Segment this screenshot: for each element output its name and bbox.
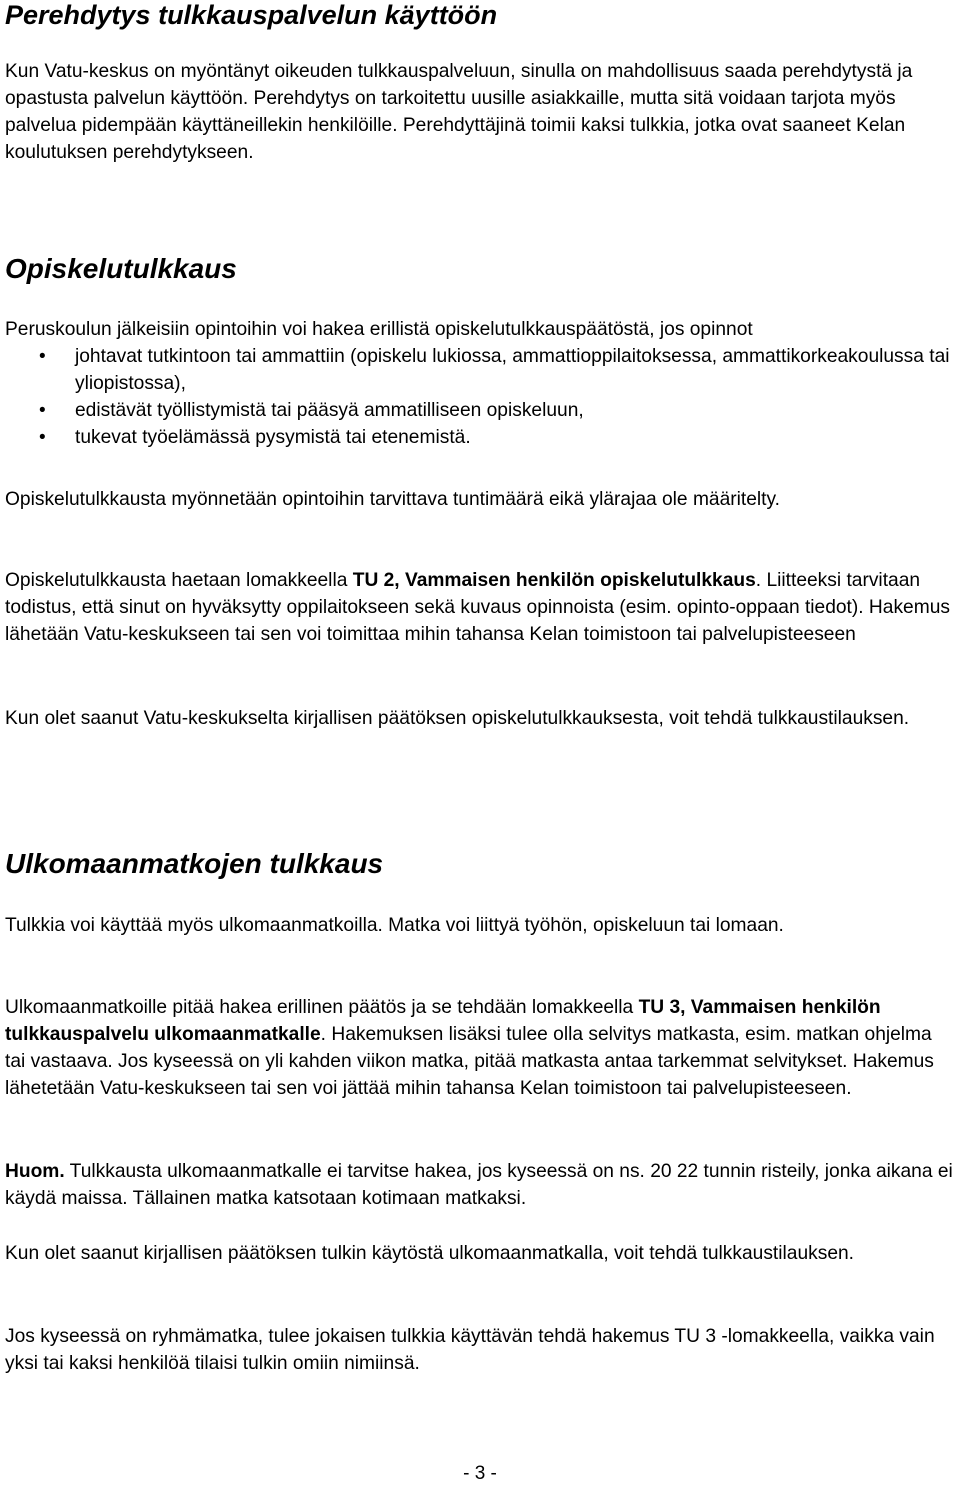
section-title-perehdytys: Perehdytys tulkkauspalvelun käyttöön	[5, 0, 498, 30]
note-label: Huom.	[5, 1161, 65, 1182]
section-title-ulkomaanmatkat: Ulkomaanmatkojen tulkkaus	[5, 848, 384, 879]
list-item: • tukevat työelämässä pysymistä tai etenemistä.	[5, 424, 955, 451]
paragraph-ulkomaan-intro: Tulkkia voi käyttää myös ulkomaanmatkoilla. Matka voi liittyä työhön, opiskeluun tai lomaan.	[5, 915, 784, 936]
paragraph-huom: Huom. Tulkkausta ulkomaanmatkalle ei tarvitse hakea, jos kyseessä on ns. 20 22 tunnin risteily, jonka aikana ei käydä maissa. Tällainen matka katsotaan kotimaan matkaksi.	[5, 1161, 953, 1209]
paragraph-ryhmamatka: Jos kyseessä on ryhmämatka, tulee jokaisen tulkkia käyttävän tehdä hakemus TU 3 -lomakkeella, vaikka vain yksi tai kaksi henkilöä tilaisi tulkin omiin nimiinsä.	[5, 1326, 935, 1374]
form-name-tu2: TU 2, Vammaisen henkilön opiskelutulkkaus	[352, 570, 756, 591]
section-title-opiskelutulkkaus: Opiskelutulkkaus	[5, 253, 237, 284]
paragraph-opiskelu-intro: Peruskoulun jälkeisiin opintoihin voi hakea erillistä opiskelutulkkauspäätöstä, jos opinnot	[5, 319, 753, 340]
list-item: • johtavat tutkintoon tai ammattiin (opiskelu lukiossa, ammattioppilaitoksessa, ammattikorkeakoulussa tai yliopistossa),	[5, 343, 955, 397]
paragraph-opiskelu-lomake: Opiskelutulkkausta haetaan lomakkeella TU 2, Vammaisen henkilön opiskelutulkkaus. Liitteeksi tarvitaan todistus, että sinut on hyväksytty oppilaitokseen sekä kuvaus opinnoista (esim. opinto-oppaan tiedot). Hakemus lähetään Vatu-keskukseen tai sen voi toimittaa mihin tahansa Kelan toimistoon tai palvelupisteeseen	[5, 570, 950, 645]
paragraph-perehdytys: Kun Vatu-keskus on myöntänyt oikeuden tulkkauspalveluun, sinulla on mahdollisuus saada perehdytystä ja opastusta palvelun käyttöön. Perehdytys on tarkoitettu uusille asiakkaille, mutta sitä voidaan tarjota myös palvelua pidempään käyttäneillekin henkilöille. Perehdyttäjinä toimii kaksi tulkkia, jotka ovat saaneet Kelan koulutuksen perehdytykseen.	[5, 61, 913, 163]
paragraph-opiskelu-tuntimaara: Opiskelutulkkausta myönnetään opintoihin tarvittava tuntimäärä eikä ylärajaa ole määritelty.	[5, 489, 781, 510]
bullet-list-opiskelu	[5, 343, 955, 451]
list-item: • edistävät työllistymistä tai pääsyä ammatilliseen opiskeluun,	[5, 397, 955, 424]
form-name-tu3: TU 3, Vammaisen henkilön tulkkauspalvelu ulkomaanmatkalle	[5, 997, 881, 1045]
page-number: - 3 -	[463, 1463, 497, 1484]
paragraph-opiskelu-tilaus: Kun olet saanut Vatu-keskukselta kirjallisen päätöksen opiskelutulkkauksesta, voit tehdä tulkkaustilauksen.	[5, 708, 910, 729]
paragraph-ulkomaan-tilaus: Kun olet saanut kirjallisen päätöksen tulkin käytöstä ulkomaanmatkalla, voit tehdä tulkkaustilauksen.	[5, 1243, 854, 1264]
paragraph-ulkomaan-lomake: Ulkomaanmatkoille pitää hakea erillinen päätös ja se tehdään lomakkeella TU 3, Vammaisen henkilön tulkkauspalvelu ulkomaanmatkalle. Hakemuksen lisäksi tulee olla selvitys matkasta, esim. matkan ohjelma tai vastaava. Jos kyseessä on yli kahden viikon matka, pitää matkasta antaa tarkemmat selvitykset. Hakemus lähetetään Vatu-keskukseen tai sen voi jättää mihin tahansa Kelan toimistoon tai palvelupisteeseen.	[5, 997, 934, 1099]
